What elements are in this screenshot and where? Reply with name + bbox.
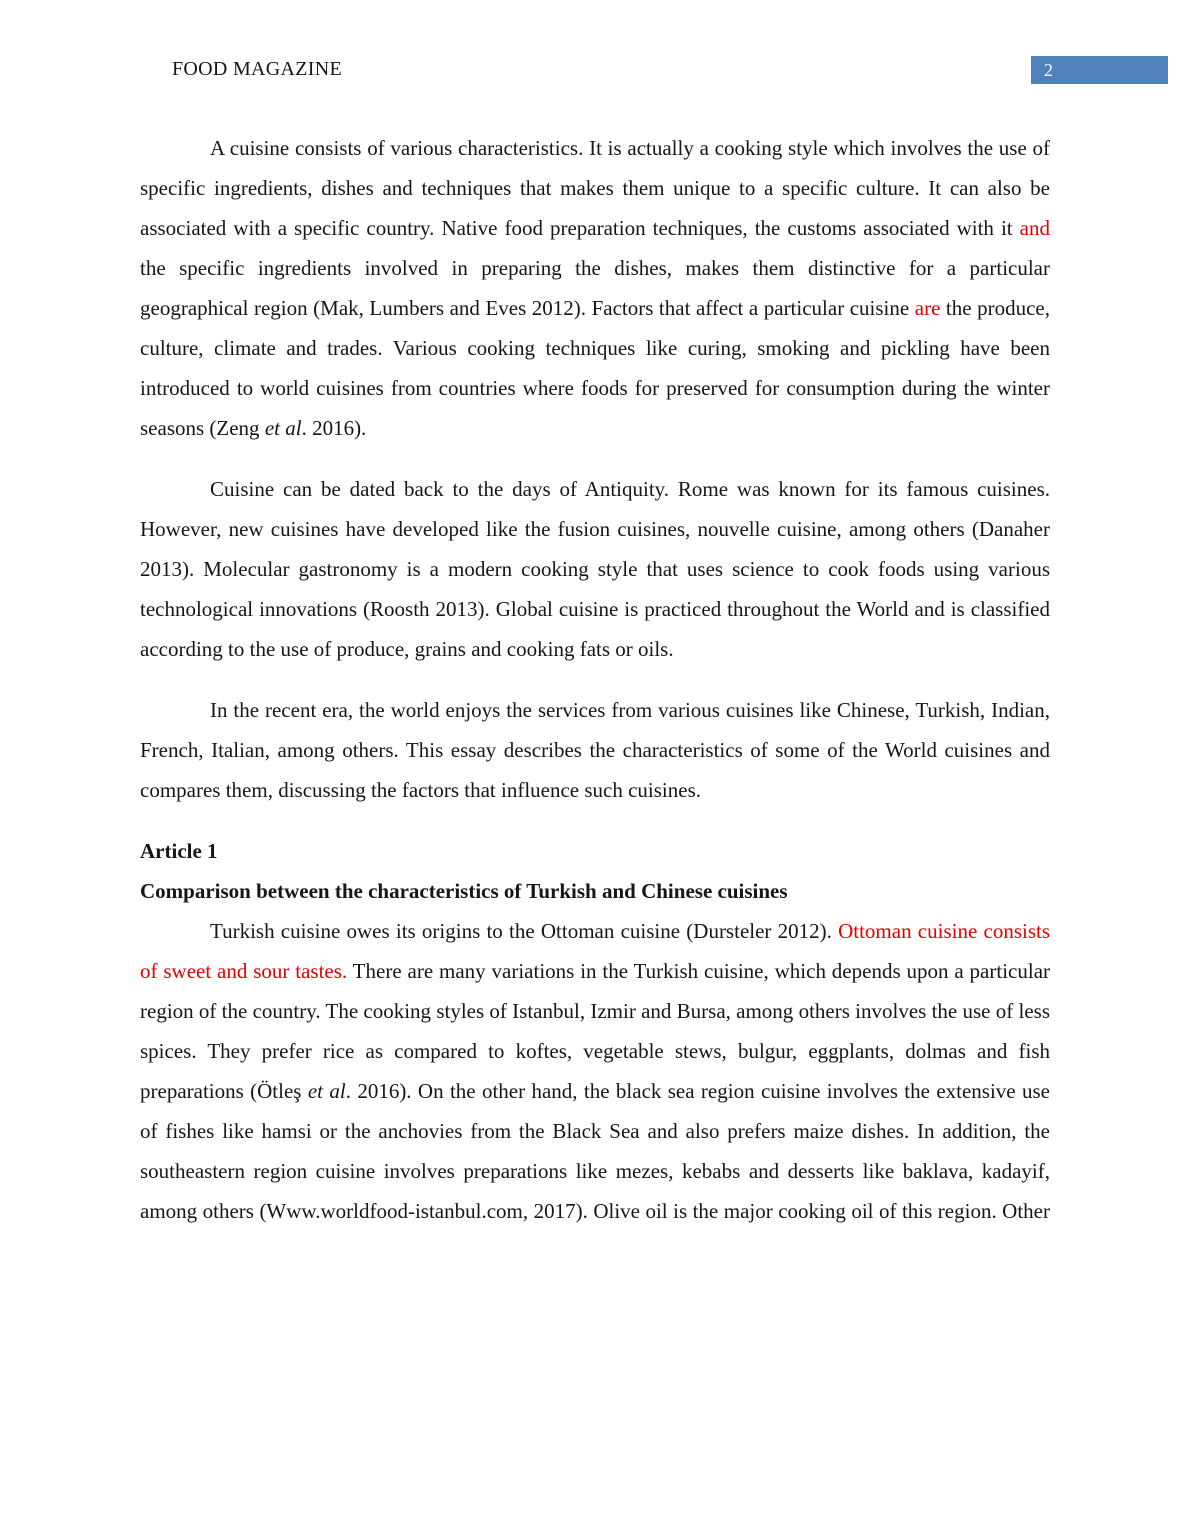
paragraph-essay-scope bbox=[140, 690, 1050, 810]
text-run-normal: There are many variations in the Turkish cuisine, which depends upon a particular region of the country. The cooking styles of Istanbul, Izmir and Bursa, among others involves the use of less spices. They prefer rice as compared to koftes, vegetable stews, bulgur, eggplants, dolmas and fish preparations (Ötleş bbox=[140, 959, 1051, 1103]
page-header bbox=[140, 56, 1190, 86]
text-run-italic: et al bbox=[307, 1079, 346, 1103]
text-run-normal: . 2016). bbox=[301, 416, 367, 440]
text-run-normal: . 2016). On the other hand, the black sea region cuisine involves the extensive use of fishes like hamsi or the anchovies from the Black Sea and also prefers maize dishes. In addition, the southeastern region cuisine involves preparations like mezes, kebabs and desserts like baklava, kadayif, among others (Www.worldfood-istanbul.com, 2017). Olive oil is the major cooking oil of this region. Other bbox=[140, 1079, 1050, 1223]
running-head: FOOD MAGAZINE bbox=[172, 58, 343, 80]
text-run-normal: In the recent era, the world enjoys the services from various cuisines like Chinese, Turkish, Indian, French, Italian, among others. This essay describes the characteristics of some of the World cuisines and compares them, discussing the factors that influence such cuisines. bbox=[140, 698, 1050, 802]
text-run-red: and bbox=[1019, 216, 1050, 240]
page-number-badge bbox=[1031, 56, 1168, 84]
text-run-normal: A cuisine consists of various characteristics. It is actually a cooking style which involves the use of specific ingredients, dishes and techniques that makes them unique to a specific culture. It can also be associated with a specific country. Native food preparation techniques, the customs associated with it bbox=[140, 136, 1050, 240]
article-1-heading: Article 1 bbox=[140, 839, 218, 863]
text-run-normal: the produce, culture, climate and trades. Various cooking techniques like curing, smoking and pickling have been introduced to world cuisines from countries where foods for preserved for consumption during the winter seasons (Zeng bbox=[140, 296, 1050, 440]
text-run-red: Ottoman cuisine consists of sweet and sour tastes. bbox=[140, 919, 1050, 983]
comparison-heading: Comparison between the characteristics of Turkish and Chinese cuisines bbox=[140, 879, 788, 903]
document-content bbox=[140, 128, 1050, 1231]
page-number: 2 bbox=[1044, 60, 1053, 80]
paragraph-turkish-cuisine bbox=[140, 911, 1050, 1231]
text-run-italic: et al bbox=[264, 416, 302, 440]
paragraph-cuisine-definition bbox=[140, 128, 1050, 448]
text-run-normal: the specific ingredients involved in preparing the dishes, makes them distinctive for a particular geographical region (Mak, Lumbers and Eves 2012). Factors that affect a particular cuisine bbox=[140, 256, 1050, 320]
text-run-normal: Turkish cuisine owes its origins to the Ottoman cuisine (Dursteler 2012). bbox=[210, 919, 839, 943]
text-run-normal: Cuisine can be dated back to the days of Antiquity. Rome was known for its famous cuisines. However, new cuisines have developed like the fusion cuisines, nouvelle cuisine, among others (Danaher 2013). Molecular gastronomy is a modern cooking style that uses science to cook foods using various technological innovations (Roosth 2013). Global cuisine is practiced throughout the World and is classified according to the use of produce, grains and cooking fats or oils. bbox=[140, 477, 1050, 661]
paragraph-cuisine-history bbox=[140, 469, 1050, 669]
text-run-red: are bbox=[914, 296, 941, 320]
